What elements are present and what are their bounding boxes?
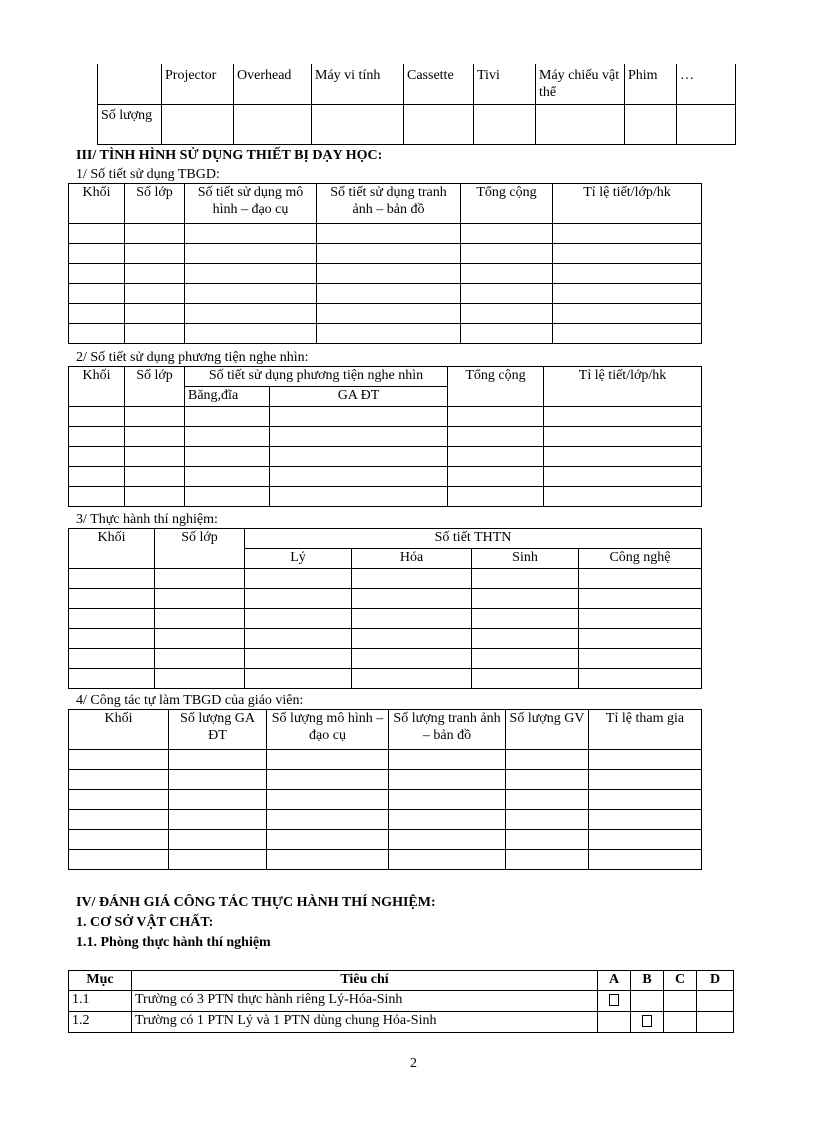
equipment-cell <box>474 104 536 144</box>
criteria-header: A <box>598 971 631 991</box>
equipment-cell <box>234 104 312 144</box>
section3-title: III/ TÌNH HÌNH SỬ DỤNG THIẾT BỊ DẠY HỌC: <box>76 148 383 163</box>
equipment-header: Projector <box>162 64 234 104</box>
section4-sub1: 1. CƠ SỞ VẬT CHẤT: <box>76 915 214 930</box>
table-header: Tỉ lệ tiết/lớp/hk <box>544 367 702 407</box>
table-header: Số lớp <box>155 529 245 569</box>
criteria-header: D <box>697 971 734 991</box>
av-usage-table <box>68 366 702 507</box>
table-subheader: Lý <box>245 549 352 569</box>
table-header: Số lớp <box>125 367 185 407</box>
table-row <box>69 264 702 284</box>
table-row <box>69 304 702 324</box>
table-row <box>69 629 702 649</box>
equipment-cell <box>677 104 736 144</box>
criteria-text: Trường có 1 PTN Lý và 1 PTN dùng chung Hóa-Sinh <box>132 1012 598 1033</box>
equipment-header: … <box>677 64 736 104</box>
equipment-row-label: Số lượng <box>98 104 162 144</box>
table-header: Khối <box>69 529 155 569</box>
equipment-cell <box>312 104 404 144</box>
sub1-title: 1/ Số tiết sử dụng TBGD: <box>76 167 220 182</box>
lab-practice-table <box>68 528 702 689</box>
table-row <box>69 589 702 609</box>
table-row <box>69 850 702 870</box>
criteria-text: Trường có 3 PTN thực hành riêng Lý-Hóa-Sinh <box>132 991 598 1012</box>
teacher-made-table <box>68 709 702 870</box>
criteria-header: C <box>664 971 697 991</box>
tbgd-usage-table <box>68 183 702 344</box>
table-row <box>69 669 702 689</box>
table-subheader: Băng,đĩa <box>185 387 270 407</box>
table-header: Số tiết sử dụng tranh ảnh – bản đồ <box>317 184 461 224</box>
section4-title: IV/ ĐÁNH GIÁ CÔNG TÁC THỰC HÀNH THÍ NGHIỆM: <box>76 895 436 910</box>
table-header: Số tiết sử dụng phương tiện nghe nhìn <box>185 367 448 387</box>
criteria-header: B <box>631 971 664 991</box>
criteria-cell-d[interactable] <box>697 1012 734 1033</box>
table-row <box>69 810 702 830</box>
criteria-cell-a[interactable] <box>598 991 631 1012</box>
section4-sub11: 1.1. Phòng thực hành thí nghiệm <box>76 935 271 950</box>
table-header: Tổng cộng <box>461 184 553 224</box>
criteria-header: Mục <box>69 971 132 991</box>
table-row <box>69 770 702 790</box>
table-header: Tỉ lệ tiết/lớp/hk <box>553 184 702 224</box>
criteria-table <box>68 970 734 1033</box>
equipment-cell <box>536 104 625 144</box>
checkbox-icon[interactable] <box>609 994 619 1006</box>
equipment-header: Phim <box>625 64 677 104</box>
criteria-header: Tiêu chí <box>132 971 598 991</box>
table-row <box>69 284 702 304</box>
equipment-header: Máy vi tính <box>312 64 404 104</box>
equipment-cell <box>404 104 474 144</box>
table-row <box>69 324 702 344</box>
equipment-cell <box>625 104 677 144</box>
checkbox-icon[interactable] <box>642 1015 652 1027</box>
table-row <box>69 649 702 669</box>
criteria-id: 1.2 <box>69 1012 132 1033</box>
equipment-header: Cassette <box>404 64 474 104</box>
table-header: Số lượng tranh ảnh – bản đồ <box>389 710 506 750</box>
table-row <box>69 244 702 264</box>
equipment-header: Tivi <box>474 64 536 104</box>
criteria-cell-d[interactable] <box>697 991 734 1012</box>
equipment-header: Máy chiếu vật thể <box>536 64 625 104</box>
table-row <box>69 830 702 850</box>
table-header: Số lượng GV <box>506 710 589 750</box>
sub4-title: 4/ Công tác tự làm TBGD của giáo viên: <box>76 693 304 708</box>
table-header: Số lớp <box>125 184 185 224</box>
table-subheader: GA ĐT <box>270 387 448 407</box>
criteria-cell-c[interactable] <box>664 991 697 1012</box>
table-header: Số tiết sử dụng mô hình – đạo cụ <box>185 184 317 224</box>
table-row <box>69 487 702 507</box>
criteria-row <box>69 1012 734 1033</box>
equipment-header: Overhead <box>234 64 312 104</box>
criteria-cell-c[interactable] <box>664 1012 697 1033</box>
criteria-cell-b[interactable] <box>631 1012 664 1033</box>
table-header: Số tiết THTN <box>245 529 702 549</box>
criteria-id: 1.1 <box>69 991 132 1012</box>
equipment-cell <box>162 104 234 144</box>
table-row <box>69 609 702 629</box>
table-row <box>69 447 702 467</box>
table-subheader: Hóa <box>352 549 472 569</box>
table-row <box>69 467 702 487</box>
table-row <box>69 407 702 427</box>
equipment-header-blank <box>98 64 162 104</box>
table-row <box>69 790 702 810</box>
criteria-cell-b[interactable] <box>631 991 664 1012</box>
table-row <box>69 427 702 447</box>
table-header: Tỉ lệ tham gia <box>589 710 702 750</box>
table-subheader: Công nghệ <box>579 549 702 569</box>
table-row <box>69 224 702 244</box>
table-header: Tổng cộng <box>448 367 544 407</box>
table-header: Số lượng GA ĐT <box>169 710 267 750</box>
table-header: Khối <box>69 710 169 750</box>
table-subheader: Sinh <box>472 549 579 569</box>
table-header: Khối <box>69 184 125 224</box>
criteria-row <box>69 991 734 1012</box>
page-number: 2 <box>410 1056 417 1071</box>
table-header: Khối <box>69 367 125 407</box>
criteria-cell-a[interactable] <box>598 1012 631 1033</box>
equipment-table <box>97 64 736 145</box>
table-header: Số lượng mô hình – đạo cụ <box>267 710 389 750</box>
sub2-title: 2/ Số tiết sử dụng phương tiện nghe nhìn: <box>76 350 309 365</box>
sub3-title: 3/ Thực hành thí nghiệm: <box>76 512 218 527</box>
table-row <box>69 750 702 770</box>
table-row <box>69 569 702 589</box>
